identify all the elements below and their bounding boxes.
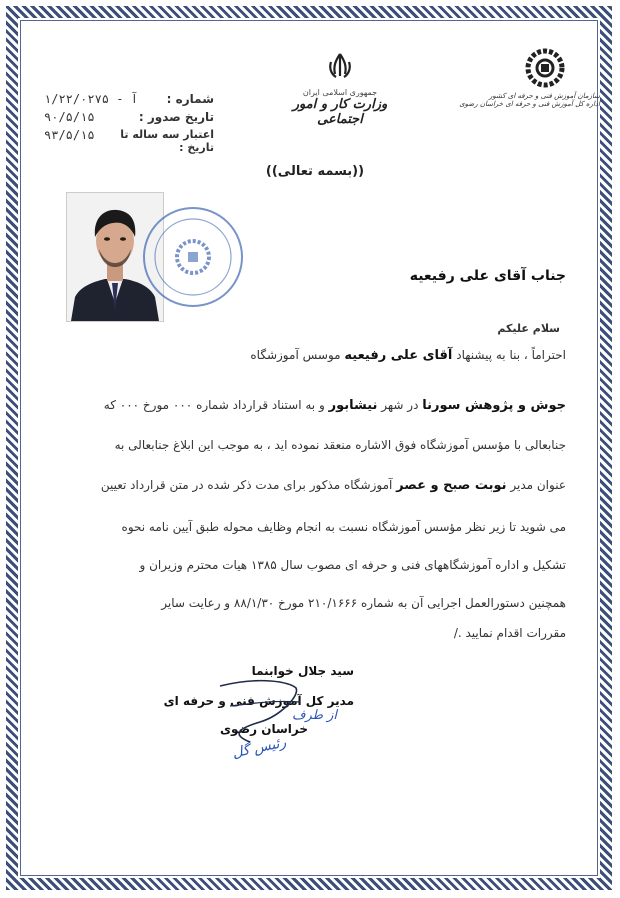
header-info	[44, 92, 214, 154]
shift-name: نوبت صبح و عصر	[396, 478, 507, 493]
number-value: ۱/۲۲/۰۲۷۵ - آ	[44, 92, 138, 106]
ministry-line1: جمهوری اسلامی ایران	[302, 88, 378, 97]
org-block	[459, 48, 600, 108]
issue-date-label: تاریخ صدور :	[138, 110, 214, 124]
body-text: و به استناد قرارداد شماره ۰۰۰ مورخ ۰۰۰ که	[103, 398, 325, 412]
body-line-8: مقررات اقدام نمایید ./	[453, 626, 566, 640]
validity-value: ۹۳/۵/۱۵	[44, 128, 95, 142]
bismillah: ((بسمه تعالی))	[265, 164, 365, 179]
institute-name: جوش و پژوهش سورنا	[422, 398, 566, 413]
body-line-1	[54, 346, 566, 365]
body-line-6: تشکیل و اداره آموزشگاههای فنی و حرفه ای مصوب سال ۱۳۸۵ هیات محترم وزیران و	[139, 558, 566, 572]
city-name: نیشابور	[328, 398, 378, 413]
validity-label: اعتبار سه ساله تا تاریخ :	[120, 128, 214, 154]
body-line-5: می شوید تا زیر نظر مؤسس آموزشگاه نسبت به انجام وظایف محوله طبق آیین نامه نحوه	[121, 520, 566, 534]
ministry-name: وزارت کار و امور اجتماعی	[292, 97, 388, 127]
founder-name: آقای علی رفیعیه	[344, 348, 453, 363]
body-text: موسس آموزشگاه	[250, 348, 341, 362]
recipient: جناب آقای علی رفیعیه	[409, 268, 566, 284]
signer-region: خراسان رضوی	[220, 722, 308, 736]
body-text: در شهر	[381, 398, 419, 412]
org-line2: اداره کل آموزش فنی و حرفه ای خراسان رضوی	[459, 100, 600, 108]
signer-name: سید جلال خوابنما	[251, 664, 354, 678]
tvto-logo-icon	[523, 48, 567, 88]
ministry-block	[270, 52, 410, 127]
body-line-2	[54, 396, 566, 415]
handwritten-note: از طرف	[292, 708, 338, 723]
body-text: عنوان مدیر	[510, 478, 566, 492]
signer-title: مدیر کل آموزش فنی و حرفه ای	[163, 694, 354, 708]
org-line1: سازمان آموزش فنی و حرفه ای کشور	[489, 92, 600, 100]
handwritten-note-2: رئیس گل	[230, 734, 288, 762]
official-stamp-icon	[140, 204, 246, 310]
body-line-7: همچنین دستورالعمل اجرایی آن به شماره ۲۱۰/۱۶۶۶ مورخ ۸۸/۱/۳۰ و رعایت سایر	[161, 596, 566, 610]
body-text: احتراماً ، بنا به پیشنهاد	[456, 348, 566, 362]
body-line-4	[54, 476, 566, 495]
issue-date-value: ۹۰/۵/۱۵	[44, 110, 95, 124]
body-text: آموزشگاه مذکور برای مدت ذکر شده در متن قرارداد تعیین	[100, 478, 393, 492]
greeting: سلام علیکم	[497, 322, 560, 335]
number-label: شماره :	[166, 92, 214, 106]
iran-emblem-icon	[323, 52, 357, 82]
body-line-3: جنابعالی با مؤسس آموزشگاه فوق الاشاره منعقد نموده اید ، به موجب این ابلاغ جنابعالی به	[114, 438, 566, 452]
